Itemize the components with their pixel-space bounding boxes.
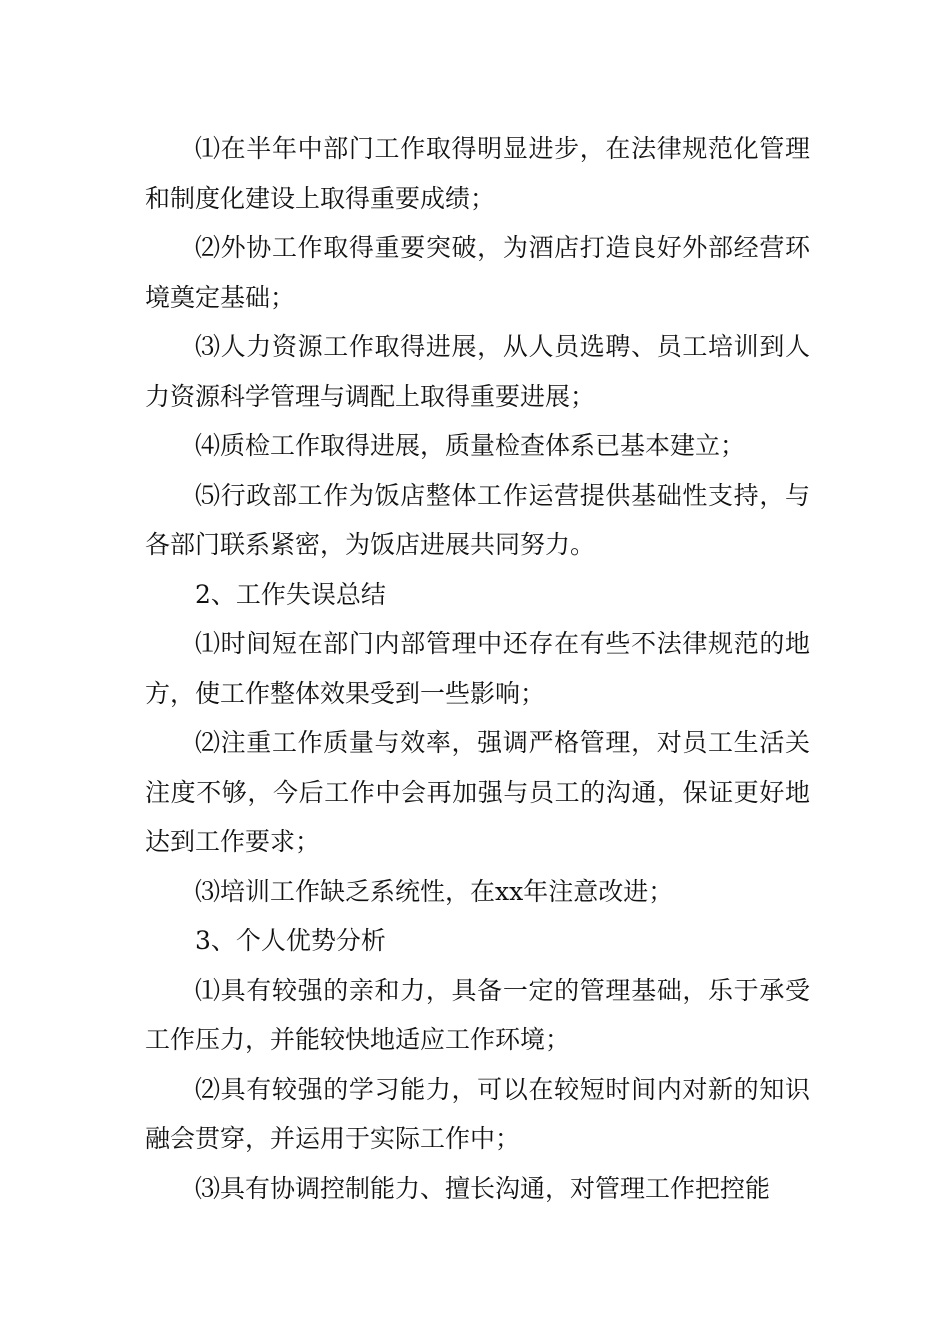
paragraph-achievement-3: ⑶人力资源工作取得进展，从人员选聘、员工培训到人力资源科学管理与调配上取得重要进展； xyxy=(145,332,810,411)
paragraph-strength-1: ⑴具有较强的亲和力，具备一定的管理基础，乐于承受工作压力，并能较快地适应工作环境； xyxy=(145,975,810,1054)
paragraph-achievement-1: ⑴在半年中部门工作取得明显进步，在法律规范化管理和制度化建设上取得重要成绩； xyxy=(145,134,810,213)
section-heading-strengths: 3、个人优势分析 xyxy=(195,926,386,955)
document-body xyxy=(145,124,810,1213)
paragraph-mistake-2: ⑵注重工作质量与效率，强调严格管理，对员工生活关注度不够，今后工作中会再加强与员工的沟通，保证更好地达到工作要求； xyxy=(145,728,810,856)
section-heading-mistakes: 2、工作失误总结 xyxy=(195,579,386,609)
paragraph-achievement-4: ⑷质检工作取得进展，质量检查体系已基本建立； xyxy=(195,431,746,460)
paragraph-achievement-5: ⑸行政部工作为饭店整体工作运营提供基础性支持，与各部门联系紧密，为饭店进展共同努力。 xyxy=(145,480,810,559)
paragraph-mistake-3: ⑶培训工作缺乏系统性，在xx年注意改进； xyxy=(195,876,674,906)
paragraph-strength-3: ⑶具有协调控制能力、擅长沟通，对管理工作把控能 xyxy=(195,1173,771,1203)
paragraph-strength-2: ⑵具有较强的学习能力，可以在较短时间内对新的知识融会贯穿，并运用于实际工作中； xyxy=(145,1074,810,1153)
paragraph-achievement-2: ⑵外协工作取得重要突破，为酒店打造良好外部经营环境奠定基础； xyxy=(145,233,810,312)
paragraph-mistake-1: ⑴时间短在部门内部管理中还存在有些不法律规范的地方，使工作整体效果受到一些影响； xyxy=(145,629,810,708)
